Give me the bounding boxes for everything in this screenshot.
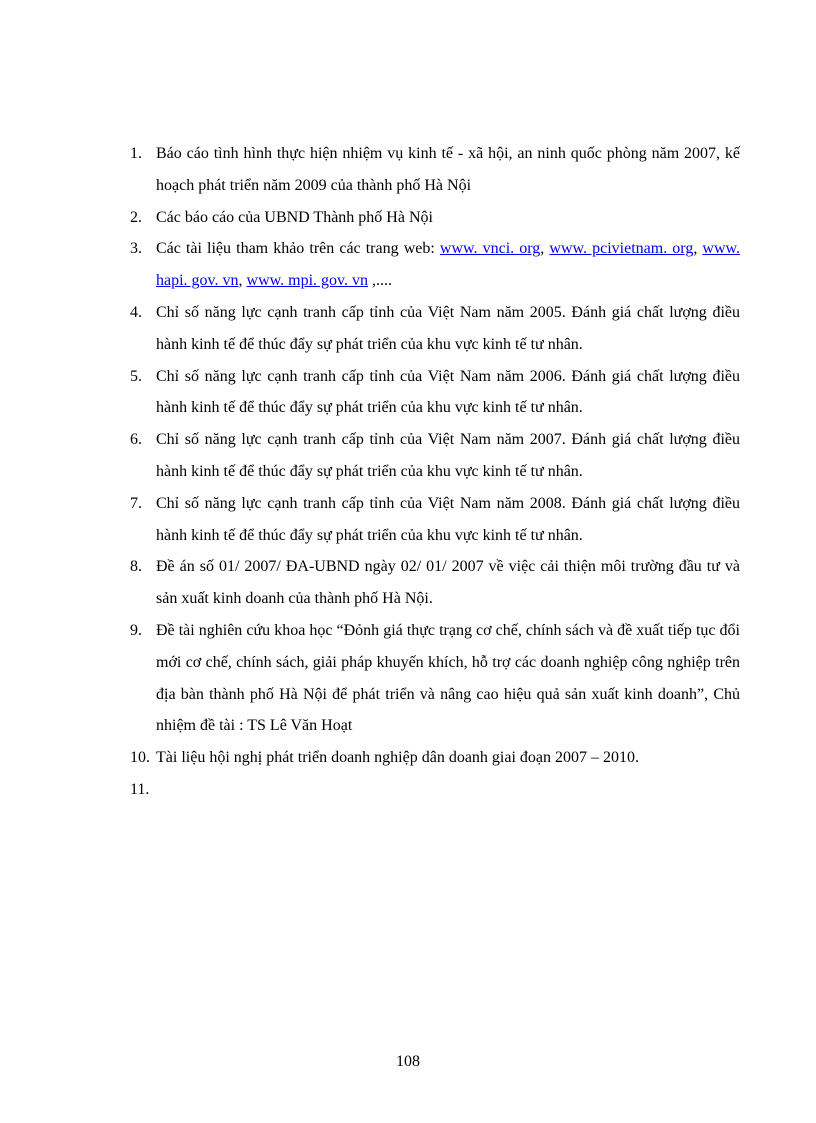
reference-number: 1. — [130, 145, 142, 162]
reference-number: 9. — [130, 621, 142, 639]
reference-item-7 — [130, 488, 740, 552]
reference-text: Chỉ số năng lực cạnh tranh cấp tỉnh của Việt Nam năm 2007. Đánh giá chất lượng điều hành kinh tế để thúc đẩy sự phát triển của khu vực kinh tế tư nhân. — [156, 431, 740, 480]
reference-text: Chỉ số năng lực cạnh tranh cấp tỉnh của Việt Nam năm 2008. Đánh giá chất lượng điều hành kinh tế để thúc đẩy sự phát triển của khu vực kinh tế tư nhân. — [156, 494, 740, 544]
reference-text: Đề tài nghiên cứu khoa học “Đỏnh giá thực trạng cơ chế, chính sách và đề xuất tiếp tục đổi mới cơ chế, chính sách, giải pháp khuyến khích, hỗ trợ các doanh nghiệp công nghiệp trên địa bàn thành phố Hà Nội để phát triển và nâng cao hiệu quả sản xuất kinh doanh”, Chủ nhiệm đề tài : TS Lê Văn Hoạt — [156, 621, 740, 735]
reference-number: 10. — [130, 749, 150, 767]
reference-text: Báo cáo tình hình thực hiện nhiệm vụ kinh tế - xã hội, an ninh quốc phòng năm 2007, kế hoạch phát triển năm 2009 của thành phố Hà Nội — [156, 145, 740, 194]
reference-item-4 — [130, 297, 740, 361]
page-number: 108 — [396, 1053, 420, 1070]
reference-number: 2. — [130, 208, 142, 226]
reference-number: 11. — [130, 780, 150, 798]
reference-text: Chỉ số năng lực cạnh tranh cấp tỉnh của Việt Nam năm 2005. Đánh giá chất lượng điều hành kinh tế để thúc đẩy sự phát triển của khu vực kinh tế tư nhân. — [156, 303, 740, 353]
link-separator: , — [540, 240, 545, 258]
reference-item-2 — [130, 202, 740, 234]
reference-item-10 — [130, 742, 740, 774]
reference-list — [130, 138, 740, 806]
reference-number: 4. — [130, 303, 142, 321]
reference-text: Đề án số 01/ 2007/ ĐA-UBND ngày 02/ 01/ 2007 về việc cải thiện môi trường đầu tư và sản xuất kinh doanh của thành phố Hà Nội. — [156, 558, 740, 608]
reference-number: 6. — [130, 431, 142, 449]
link-mpi[interactable]: www. mpi. gov. vn — [246, 272, 368, 290]
link-vnci[interactable]: www. vnci. org — [439, 240, 541, 258]
link-list-suffix: ,.... — [372, 272, 392, 290]
reference-number: 3. — [130, 240, 142, 258]
reference-number: 8. — [130, 558, 142, 576]
link-separator: , — [238, 272, 243, 290]
link-pcivietnam[interactable]: www. pcivietnam. org — [549, 240, 694, 258]
reference-item-3 — [130, 233, 740, 297]
reference-item-5 — [130, 361, 740, 425]
reference-item-11 — [130, 774, 740, 806]
reference-item-9 — [130, 615, 740, 742]
reference-number: 5. — [130, 367, 142, 385]
reference-text: Chỉ số năng lực cạnh tranh cấp tỉnh của Việt Nam năm 2006. Đánh giá chất lượng điều hành kinh tế để thúc đẩy sự phát triển của khu vực kinh tế tư nhân. — [156, 367, 740, 417]
reference-item-6 — [130, 424, 740, 488]
reference-text-with-links — [156, 233, 740, 297]
link-hapi[interactable]: www. hapi. gov. vn — [156, 240, 741, 290]
reference-text: Tài liệu hội nghị phát triển doanh nghiệp dân doanh giai đoạn 2007 – 2010. — [156, 749, 640, 767]
reference-text: Các tài liệu tham khảo trên các trang web: — [156, 240, 435, 258]
reference-item-8 — [130, 551, 740, 615]
reference-number: 7. — [130, 494, 142, 512]
link-separator: , — [693, 240, 698, 258]
reference-item-1 — [130, 138, 740, 202]
reference-text: Các báo cáo của UBND Thành phố Hà Nội — [156, 208, 433, 226]
